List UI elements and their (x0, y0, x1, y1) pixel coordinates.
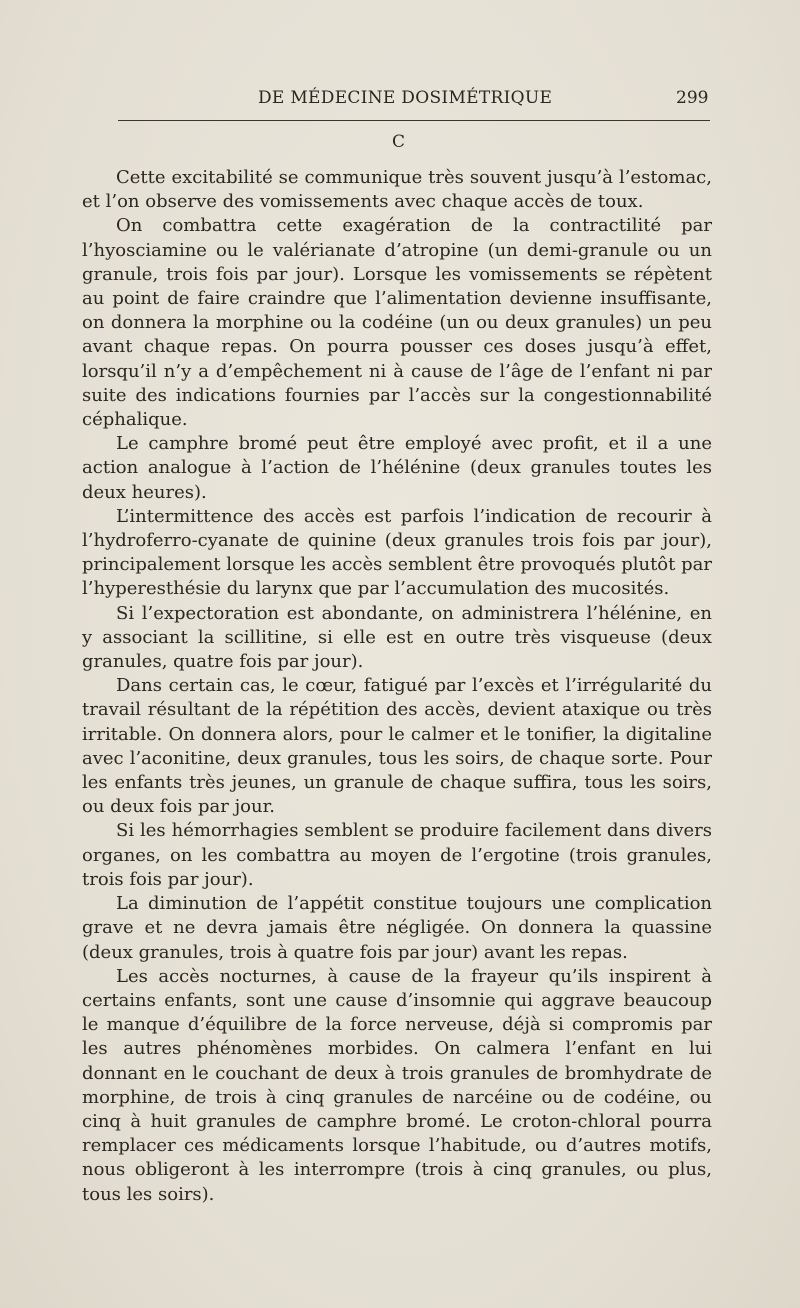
paragraph: Dans certain cas, le cœur, fatigué par l’excès et l’irrégularité du travail résultant de la répétition des accès, devient ataxique ou très irritable. On donnera alors, pour le calmer et le tonifier, la digitaline avec l’aconitine, deux granules, tous les soirs, de chaque sorte. Pour les enfants très jeunes, un granule de chaque suffira, tous les soirs, ou deux fois par jour. (82, 675, 712, 818)
paragraph: Les accès nocturnes, à cause de la frayeur qu’ils inspirent à certains enfants, sont une cause d’insomnie qui aggrave beaucoup le manque d’équilibre de la force nerveuse, déjà si compromis par les autres phénomènes morbides. On calmera l’enfant en lui donnant en le couchant de deux à trois granules de bromhydrate de morphine, de trois à cinq granules de narcéine ou de codéine, ou cinq à huit granules de camphre bromé. Le croton-chloral pourra remplacer ces médicaments lorsque l’habitude, ou d’autres motifs, nous obligeront à les interrompre (trois à cinq granules, ou plus, tous les soirs). (82, 965, 712, 1205)
paragraph: Le camphre bromé peut être employé avec profit, et il a une action analogue à l’action de l’hélénine (deux granules toutes les deux heures). (82, 433, 712, 503)
body-text (82, 166, 712, 1207)
section-letter: C (392, 132, 406, 152)
paragraph: Cette excitabilité se communique très souvent jusqu’à l’estomac, et l’on observe des vomissements avec chaque accès de toux. (82, 167, 712, 213)
paragraph: Si les hémorrhagies semblent se produire facilement dans divers organes, on les combattra au moyen de l’ergotine (trois granules, trois fois par jour). (82, 820, 712, 890)
paragraph: On combattra cette exagération de la contractilité par l’hyosciamine ou le valérianate d’atropine (un demi-granule ou un granule, trois fois par jour). Lorsque les vomissements se répètent au point de faire craindre que l’alimentation devienne insuffisante, on donnera la morphine ou la codéine (un ou deux granules) un peu avant chaque repas. On pourra pousser ces doses jusqu’à effet, lorsqu’il n’y a d’empêchement ni à cause de l’âge de l’enfant ni par suite des indications fournies par l’accès sur la congestionnabilité céphalique. (82, 215, 712, 431)
paragraph: Si l’expectoration est abondante, on administrera l’hélénine, en y associant la scillitine, si elle est en outre très visqueuse (deux granules, quatre fois par jour). (82, 602, 712, 673)
running-title: DE MÉDECINE DOSIMÉTRIQUE (258, 88, 553, 108)
paragraph: L’intermittence des accès est parfois l’indication de recourir à l’hydroferro-cyanate de quinine (deux granules trois fois par jour), principalement lorsque les accès semblent être provoqués plutôt par l’hyperesthésie du larynx que par l’accumulation des mucosités. (82, 505, 712, 600)
page-number: 299 (676, 88, 709, 108)
paragraph: La diminution de l’appétit constitue toujours une complication grave et ne devra jamais être négligée. On donnera la quassine (deux granules, trois à quatre fois par jour) avant les repas. (82, 893, 712, 963)
header-rule (118, 120, 710, 121)
